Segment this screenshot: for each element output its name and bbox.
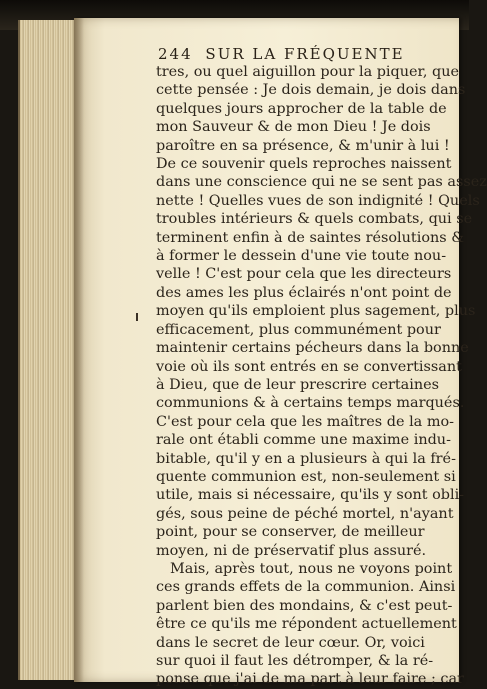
text-line: terminent enfin à de saintes résolutions & bbox=[156, 229, 465, 246]
text-line: voie où ils sont entrés en se convertissant bbox=[156, 358, 462, 375]
text-line: troubles intérieurs & quels combats, qui se bbox=[156, 211, 473, 228]
text-line: quente communion est, non-seulement si bbox=[156, 468, 456, 485]
text-line: maintenir certains pécheurs dans la bonne bbox=[156, 340, 469, 357]
running-title: SUR LA FRÉQUENTE bbox=[205, 45, 405, 63]
page-number: 244 bbox=[158, 45, 193, 63]
body-text bbox=[156, 63, 487, 689]
text-line: cette pensée : Je dois demain, je dois dans bbox=[156, 82, 466, 99]
text-line: tres, ou quel aiguillon pour la piquer, que bbox=[156, 64, 459, 80]
running-header bbox=[158, 45, 458, 65]
text-line: bitable, qu'il y en a plusieurs à qui la fré- bbox=[156, 450, 456, 467]
text-line: efficacement, plus communément pour bbox=[156, 321, 441, 338]
text-line: C'est pour cela que les maîtres de la mo- bbox=[156, 413, 455, 430]
text-line: à former le dessein d'une vie toute nou- bbox=[156, 248, 447, 265]
text-line: quelques jours approcher de la table de bbox=[156, 100, 447, 117]
text-line: ces grands effets de la communion. Ainsi bbox=[156, 579, 456, 596]
text-line: rale ont établi comme une maxime indu- bbox=[156, 432, 451, 449]
text-line: dans le secret de leur cœur. Or, voici bbox=[156, 634, 425, 651]
text-line: mon Sauveur & de mon Dieu ! Je dois bbox=[156, 119, 431, 136]
book-page-edges bbox=[18, 20, 80, 680]
text-line: dans une conscience qui ne se sent pas assez bbox=[156, 174, 487, 191]
text-line: point, pour se conserver, de meilleur bbox=[156, 524, 425, 541]
text-line: velle ! C'est pour cela que les directeurs bbox=[156, 266, 452, 283]
text-line: à Dieu, que de leur prescrire certaines bbox=[156, 376, 440, 393]
text-line: moyen, ni de préservatif plus assuré. bbox=[156, 542, 427, 559]
text-line: gés, sous peine de péché mortel, n'ayant bbox=[156, 505, 454, 522]
text-line: communions & à certains temps marqués. bbox=[156, 395, 465, 412]
text-line: utile, mais si nécessaire, qu'ils y sont obli- bbox=[156, 487, 465, 504]
text-line: De ce souvenir quels reproches naissent bbox=[156, 156, 452, 173]
spine-shadow bbox=[74, 18, 84, 682]
text-line: nette ! Quelles vues de son indignité ! Quels bbox=[156, 192, 480, 209]
text-line: paroître en sa présence, & m'unir à lui ! bbox=[156, 137, 450, 154]
text-line: des ames les plus éclairés n'ont point de bbox=[156, 284, 452, 301]
text-line: sur quoi il faut les détromper, & la ré- bbox=[156, 653, 434, 669]
text-line: parlent bien des mondains, & c'est peut- bbox=[156, 597, 453, 614]
margin-mark bbox=[136, 313, 138, 321]
text-line: Mais, après tout, nous ne voyons point bbox=[170, 560, 453, 577]
text-line: ponse que j'ai de ma part à leur faire ; car bbox=[156, 671, 464, 688]
text-line: moyen qu'ils emploient plus sagement, plus bbox=[156, 303, 476, 320]
text-line: être ce qu'ils me répondent actuellement bbox=[156, 616, 457, 633]
